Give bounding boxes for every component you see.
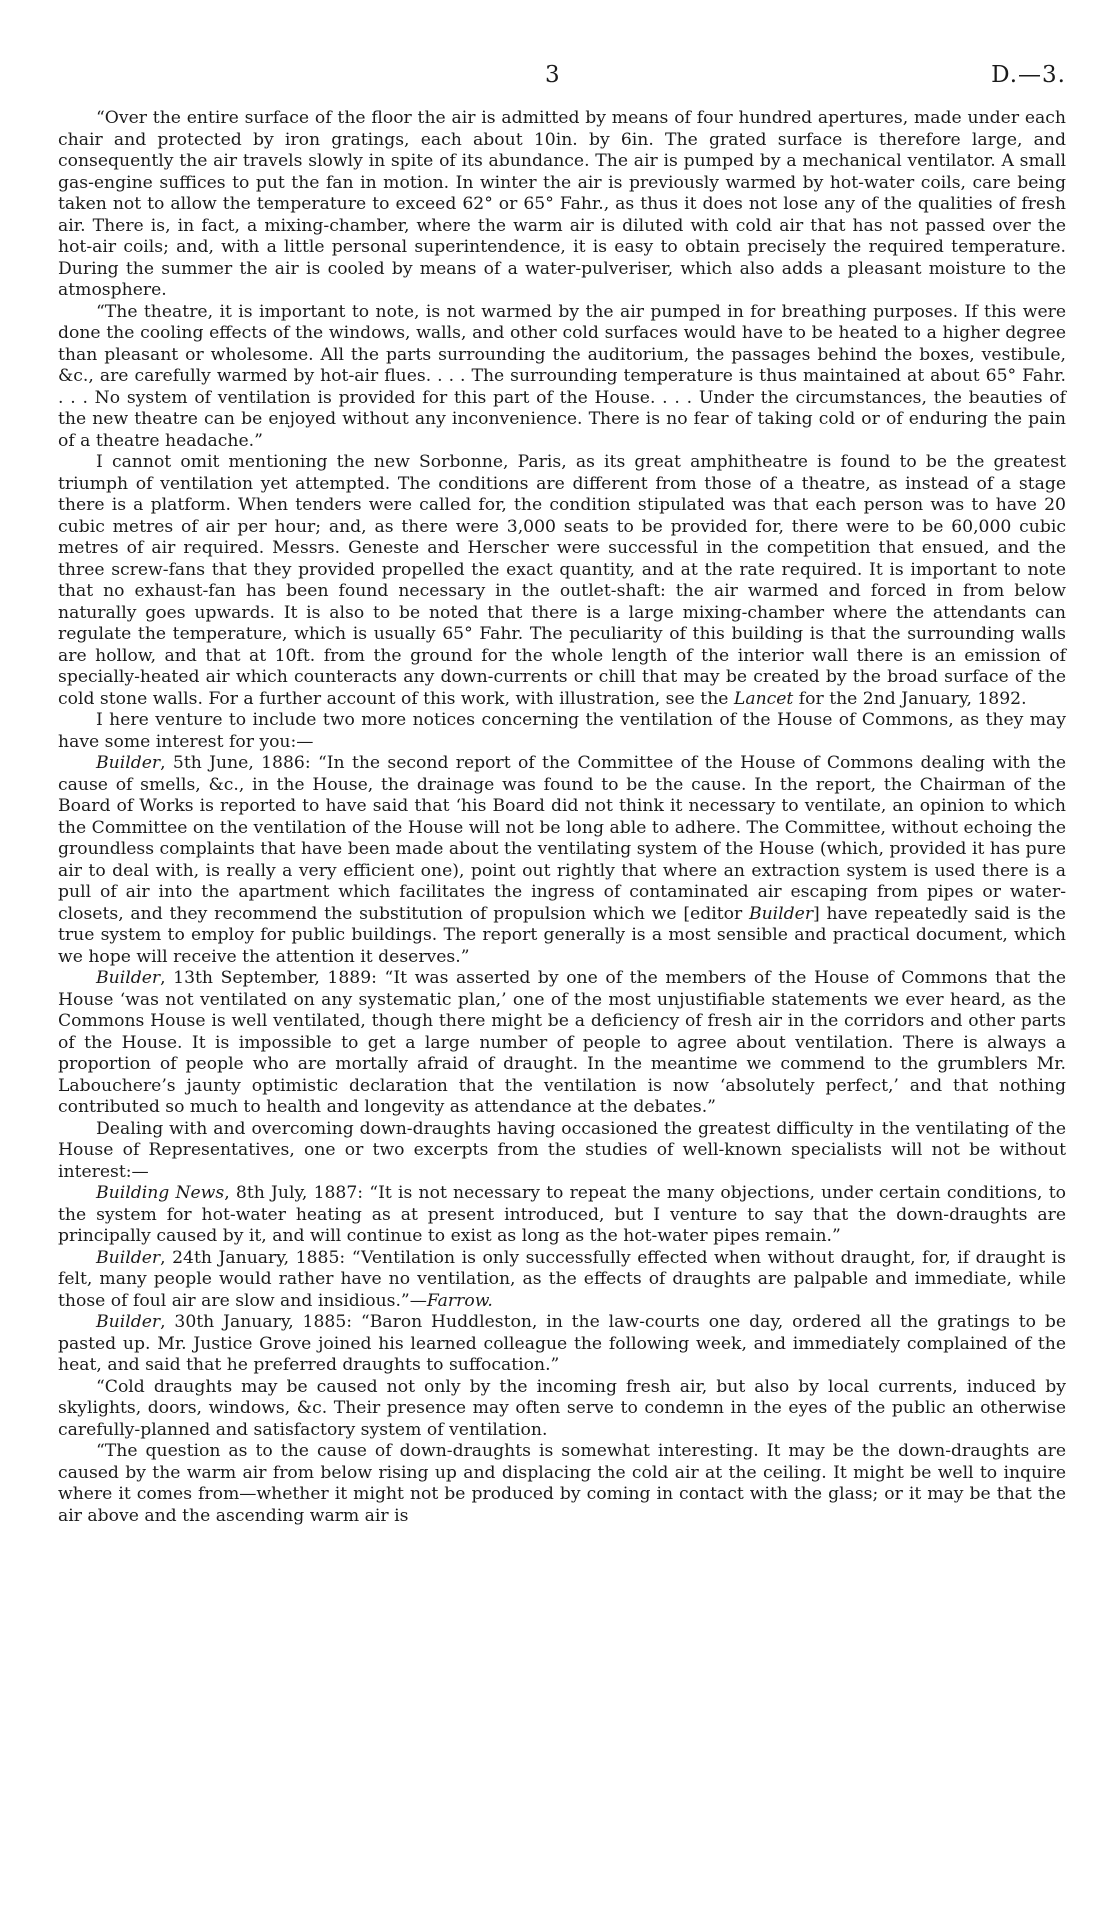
page-number: 3: [545, 62, 560, 88]
source-builder: Builder: [96, 968, 161, 988]
source-builder: Builder: [96, 1247, 161, 1268]
paragraph-builder-jan-24-1885: Builder, 24th January, 1885: “Ventilation is only successfully effected when without draught, for, if draught is felt, many people would rather have no ventilation, as the effects of draughts are palpable and immediate, while those of foul air are slow and insidious.”—Farrow.: [58, 1247, 1066, 1311]
paragraph-theatre-warming: “The theatre, it is important to note, is not warmed by the air pumped in for breathing purposes. If this were done the cooling effects of the windows, walls, and other cold surfaces would have to be heated to a higher degree than pleasant or wholesome. All the parts surrounding the auditorium, the passages behind the boxes, vestibule, &c., are carefully warmed by hot-air flues. . . . The surrounding temperature is thus maintained at about 65° Fahr. . . . No system of ventilation is provided for this part of the House. . . . Under the circumstances, the beauties of the new theatre can be enjoyed without any inconvenience. There is no fear of taking cold or of enduring the pain of a theatre headache.”: [58, 301, 1066, 451]
paragraph-sorbonne: I cannot omit mentioning the new Sorbonne, Paris, as its great amphitheatre is found to be the greatest triumph of ventilation yet attempted. The conditions are different from those of a theatre, as instead of a stage there is a platform. When tenders were called for, the condition stipulated was that each person was to have 20 cubic metres of air per hour; and, as there were 3,000 seats to be provided for, there were to be 60,000 cubic metres of air required. Messrs. Geneste and Herscher were successful in the competition that ensued, and the three screw-fans that they provided propelled the exact quantity, and at the rate required. It is important to note that no exhaust-fan has been found necessary in the outlet-shaft: the air warmed and forced in from below naturally goes upwards. It is also to be noted that there is a large mixing-chamber where the attendants can regulate the temperature, which is usually 65° Fahr. The peculiarity of this building is that the surrounding walls are hollow, and that at 10ft. from the ground for the whole length of the interior wall there is an emission of specially-heated air which counteracts any down-currents or chill that may be created by the broad surface of the cold stone walls. For a further account of this work, with illustration, see the Lancet for the 2nd January, 1892.: [58, 452, 1066, 709]
paragraph-down-draughts-intro: Dealing with and overcoming down-draughts having occasioned the greatest difficulty in the ventilating of the House of Representatives, one or two excerpts from the studies of well-known specialists will not be without interest:—: [58, 1118, 1066, 1182]
page-header: [0, 62, 1114, 88]
paragraph-builder-1886: Builder, 5th June, 1886: “In the second report of the Committee of the House of Commons dealing with the cause of smells, &c., in the House, the drainage was found to be the cause. In the report, the Chairman of the Board of Works is reported to have said that ‘his Board did not think it necessary to ventilate, an opinion to which the Committee on the ventilation of the House will not be long able to adhere. The Committee, without echoing the groundless complaints that have been made about the ventilating system of the House (which, provided it has pure air to deal with, is really a very efficient one), point out rightly that where an extraction system is used there is a pull of air into the apartment which facilitates the ingress of contaminated air escaping from pipes or water-closets, and they recommend the substitution of propulsion which we [editor Builder] have repeatedly said is the true system to employ for public buildings. The report generally is a most sensible and practical document, which we hope will receive the attention it deserves.”: [58, 753, 1066, 967]
paragraph-theatre-floor-air: “Over the entire surface of the floor the air is admitted by means of four hundred apertures, made under each chair and protected by iron gratings, each about 10in. by 6in. The grated surface is therefore large, and consequently the air travels slowly in spite of its abundance. The air is pumped by a mechanical ventilator. A small gas-engine suffices to put the fan in motion. In winter the air is previously warmed by hot-water coils, care being taken not to allow the temperature to exceed 62° or 65° Fahr., as thus it does not lose any of the qualities of fresh air. There is, in fact, a mixing-chamber, where the warm air is diluted with cold air that has not passed over the hot-air coils; and, with a little personal superintendence, it is easy to obtain precisely the required temperature. During the summer the air is cooled by means of a water-pulveriser, which also adds a pleasant moisture to the atmosphere.: [58, 108, 1066, 300]
paragraph-down-draught-cause: “The question as to the cause of down-draughts is somewhat interesting. It may be the down-draughts are caused by the warm air from below rising up and displacing the cold air at the ceiling. It might be well to inquire where it comes from—whether it might not be produced by coming in contact with the glass; or it may be that the air above and the ascending warm air is: [58, 1441, 1066, 1526]
source-builder: Builder: [96, 1312, 161, 1332]
paragraph-builder-1889: Builder, 13th September, 1889: “It was asserted by one of the members of the House of Commons that the House ‘was not ventilated on any systematic plan,’ one of the most unjustifiable statements we ever heard, as the Commons House is well ventilated, though there might be a deficiency of fresh air in the corridors and other parts of the House. It is impossible to get a large number of people to agree about ventilation. There is always a proportion of people who are mortally afraid of draught. In the meantime we commend to the grumblers Mr. Labouchere’s jaunty optimistic declaration that the ventilation is now ‘absolutely perfect,’ and that nothing contributed so much to health and longevity as attendance at the debates.”: [58, 968, 1066, 1117]
document-reference: D.—3.: [991, 62, 1066, 88]
paragraph-notices-intro: I here venture to include two more notices concerning the ventilation of the House of Commons, as they may have some interest for you:—: [58, 710, 1066, 752]
body-text: [58, 108, 1066, 1527]
source-building-news: Building News: [96, 1183, 225, 1203]
citation-lancet: Lancet: [733, 688, 794, 709]
author-farrow: Farrow.: [426, 1290, 493, 1311]
paragraph-builder-jan-30-1885: Builder, 30th January, 1885: “Baron Huddleston, in the law-courts one day, ordered all the gratings to be pasted up. Mr. Justice Grove joined his learned colleague the following week, and immediately complained of the heat, and said that he preferred draughts to suffocation.”: [58, 1312, 1066, 1375]
citation-builder: Builder: [748, 903, 814, 924]
paragraph-cold-draughts: “Cold draughts may be caused not only by the incoming fresh air, but also by local currents, induced by skylights, doors, windows, &c. Their presence may often serve to condemn in the eyes of the public an otherwise carefully-planned and satisfactory system of ventilation.: [58, 1376, 1066, 1440]
source-builder: Builder: [96, 753, 161, 773]
paragraph-building-news-1887: Building News, 8th July, 1887: “It is not necessary to repeat the many objections, under certain conditions, to the system for hot-water heating as at present introduced, but I venture to say that the down-draughts are principally caused by it, and will continue to exist as long as the hot-water pipes remain.”: [58, 1183, 1066, 1246]
